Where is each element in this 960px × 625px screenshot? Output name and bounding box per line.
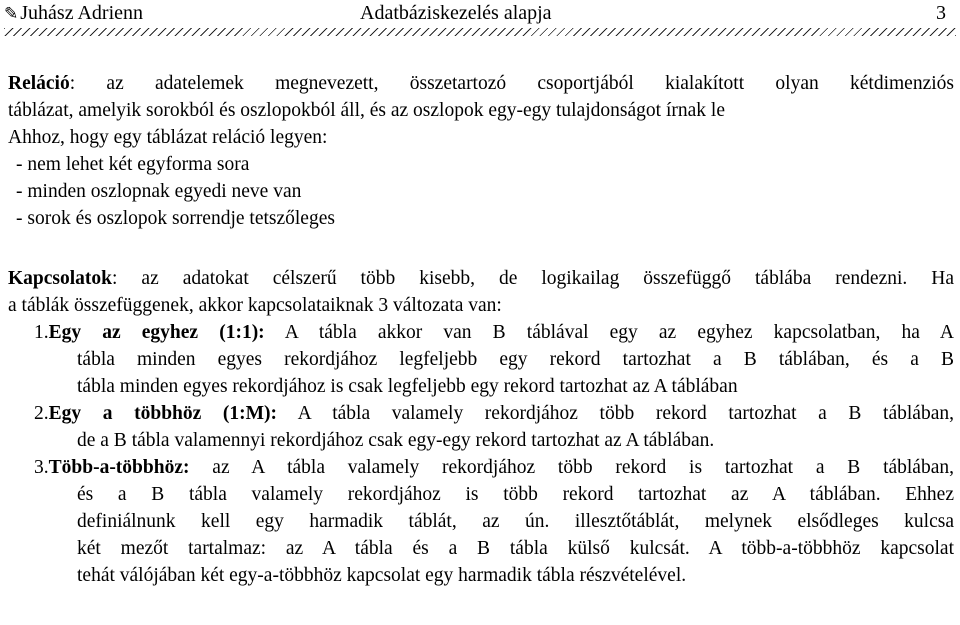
item-3-first — [8, 454, 954, 481]
kapcsolatok-term: Kapcsolatok — [8, 268, 113, 289]
relacio-rule-3: - sorok és oszlopok sorrendje tetszőleges — [16, 208, 335, 229]
item-1-line-3: tábla minden egyes rekordjához is csak legfeljebb egy rekord tartozhat az A táblában — [77, 376, 738, 397]
item-3-line-4: két mezőt tartalmaz: az A tábla és a B tábla külső kulcsát. A több-a-többhöz kapcsolat — [77, 538, 954, 559]
item-2-number: 2. — [34, 403, 49, 424]
item-3-title: Több-a-többhöz: — [48, 457, 190, 478]
page-header — [0, 2, 960, 28]
author-name: Juhász Adrienn — [20, 2, 144, 24]
relacio-term: Reláció — [8, 73, 70, 94]
relacio-line-1 — [8, 70, 954, 97]
body-text — [8, 70, 954, 589]
item-2-line-2: de a B tábla valamennyi rekordjához csak egy-egy rekord tartozhat az A táblában. — [77, 430, 715, 451]
item-3-text: az A tábla valamely rekordjához több rekord is tartozhat a B táblában, — [189, 457, 954, 478]
item-3-line-5: tehát válójában két egy-a-többhöz kapcsolat egy harmadik tábla részvételével. — [77, 565, 687, 586]
header-rule — [4, 28, 956, 36]
item-2-title: Egy a többhöz (1:M): — [48, 403, 278, 424]
header-author — [4, 2, 143, 25]
kapcsolatok-line-2: a táblák összefüggenek, akkor kapcsolataiknak 3 változata van: — [8, 295, 502, 316]
relacio-line-2: táblázat, amelyik sorokból és oszlopokból áll, és az oszlopok egy-egy tulajdonságot írnak le — [8, 100, 725, 121]
relacio-def-1: : az adatelemek megnevezett, összetartozó csoportjából kialakított olyan kétdimenziós — [69, 73, 954, 94]
item-1-number: 1. — [34, 322, 49, 343]
item-3-line-3: definiálnunk kell egy harmadik táblát, az ún. illesztőtáblát, melynek elsődleges kulcsa — [77, 511, 954, 532]
relacio-line-3: Ahhoz, hogy egy táblázat reláció legyen: — [8, 127, 328, 148]
item-1-title: Egy az egyhez (1:1): — [48, 322, 265, 343]
header-title: Adatbáziskezelés alapja — [360, 2, 552, 24]
paragraph-gap — [8, 232, 954, 265]
kapcsolatok-def-1: : az adatokat célszerű több kisebb, de logikailag összefüggő táblába rendezni. Ha — [112, 268, 954, 289]
item-3-number: 3. — [34, 457, 49, 478]
pencil-icon: ✎ — [4, 4, 19, 23]
item-2-text: A tábla valamely rekordjához több rekord tartozhat a B táblában, — [277, 403, 954, 424]
item-3-line-2: és a B tábla valamely rekordjához is több rekord tartozhat az A táblában. Ehhez — [77, 484, 954, 505]
relacio-rule-2: - minden oszlopnak egyedi neve van — [16, 181, 302, 202]
relacio-rule-1: - nem lehet két egyforma sora — [16, 154, 250, 175]
item-2-first — [8, 400, 954, 427]
item-1-line-2: tábla minden egyes rekordjához legfeljebb egy rekord tartozhat a B táblában, és a B — [77, 349, 954, 370]
kapcsolatok-line-1 — [8, 265, 954, 292]
page-number: 3 — [936, 2, 946, 24]
item-1-first — [8, 319, 954, 346]
item-1-text: A tábla akkor van B táblával egy az egyhez kapcsolatban, ha A — [264, 322, 954, 343]
